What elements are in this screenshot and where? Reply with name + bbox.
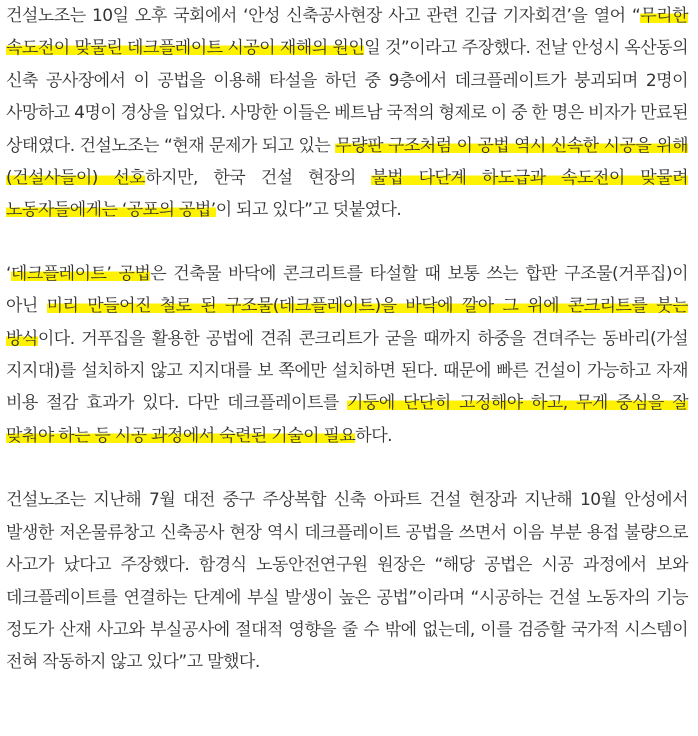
highlighted-text: 무리한 속도전이 맞물린 데크플레이트 시공이 재해의 원인 <box>6 6 688 59</box>
highlighted-text: 미리 만들어진 철로 된 구조물(데크플레이트)을 바닥에 깔아 그 위에 콘크리트를 붓는 방식 <box>6 296 688 349</box>
text-segment: 이 되고 있다”고 덧붙였다. <box>215 200 402 221</box>
text-segment: ‘ <box>6 263 11 284</box>
article-paragraph-3 <box>6 484 688 678</box>
text-segment: 하지만, 한국 건설 현장의 <box>145 168 372 189</box>
text-segment: 하다. <box>355 425 393 446</box>
text-segment: 건설노조는 지난해 7월 대전 중구 주상복합 신축 아파트 건설 현장과 지난해 10월 안성에서 발생한 저온물류창고 신축공사 현장 역시 데크플레이트 공법을 쓰면서 이음 부분 용접 불량으로 사고가 났다고 주장했다. 함경식 노동안전연구원 원장은 “해당 공법은 시공 과정에서 보와 데크플레이트를 연결하는 단계에 부실 발생이 높은 공법”이라며 “시공하는 건설 노동자의 기능 정도가 산재 사고와 부실공사에 절대적 영향을 줄 수 밖에 없는데, 이를 검증할 국가적 시스템이 전혀 작동하지 않고 있다”고 말했다. <box>6 490 688 673</box>
highlighted-text: 데크플레이트’ 공법 <box>10 263 151 284</box>
text-segment: 일 것”이라고 주장했다. 전날 안성시 옥산동의 신축 공사장에서 이 공법을 이용해 타설을 하던 중 9층에서 데크플레이트가 붕괴되며 2명이 사망하고 4명이 경상을 입었다. 사망한 이들은 베트남 국적의 형제로 이 중 한 명은 비자가 만료된 상태였다. 건설노조는 “현재 문제가 되고 있는 <box>6 38 688 156</box>
text-segment: 이다. 거푸집을 활용한 공법에 견줘 콘크리트가 굳을 때까지 하중을 견뎌주는 동바리(가설 지지대)를 설치하지 않고 지지대를 보 쪽에만 설치하면 된다. 때문에 빠른 건설이 가능하고 자재 비용 절감 효과가 있다. 다만 데크플레이트를 <box>6 328 688 414</box>
article-paragraph-1 <box>6 0 688 227</box>
text-segment: 은 건축물 바닥에 콘크리트를 타설할 때 보통 쓰는 합판 구조물(거푸집)이 아닌 <box>6 263 689 317</box>
article-body <box>6 0 688 679</box>
highlighted-text: 기둥에 단단히 고정해야 하고, 무게 중심을 잘 맞춰야 하는 등 시공 과정에서 숙련된 기술이 필요 <box>6 393 688 446</box>
text-segment: 건설노조는 10일 오후 국회에서 ‘안성 신축공사현장 사고 관련 긴급 기자회견’을 열어 “ <box>6 6 641 26</box>
article-paragraph-2 <box>6 258 688 452</box>
highlighted-text: 무량판 구조처럼 이 공법 역시 신속한 시공을 위해 (건설사들이) 선호 <box>6 135 688 189</box>
highlighted-text: 불법 다단계 하도급과 속도전이 맞물려 노동자들에게는 ‘공포의 공법’ <box>6 168 688 221</box>
